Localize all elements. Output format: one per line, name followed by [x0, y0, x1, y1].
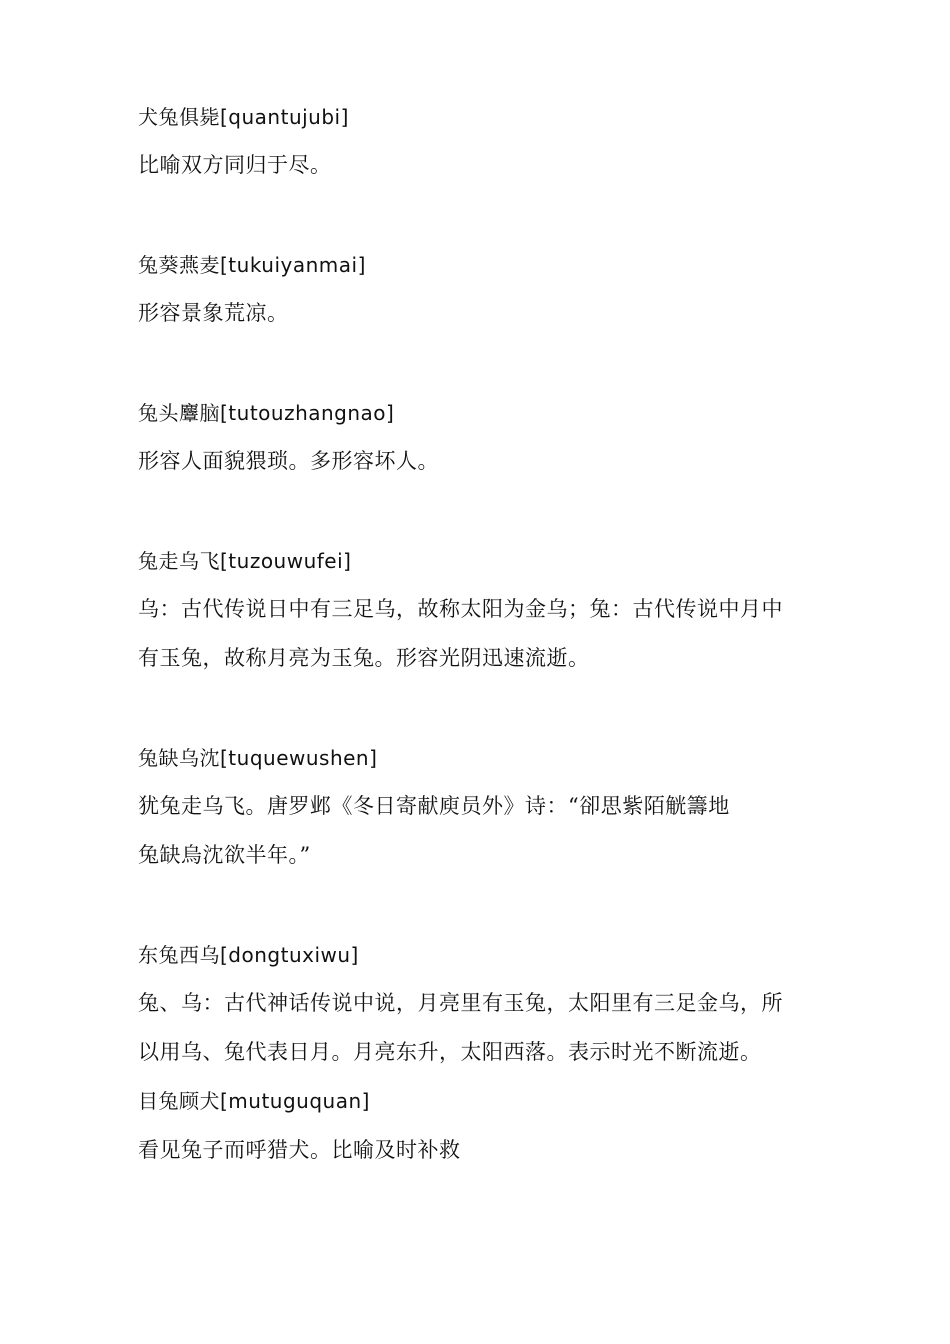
entry-definition: 看见兔子而呼猎犬。比喻及时补救 [138, 1138, 461, 1162]
entry-definition: 形容人面貌猥琐。多形容坏人。 [138, 449, 439, 473]
entry-term: 东兔西乌[dongtuxiwu] [138, 943, 359, 967]
entry-term: 兔缺乌沈[tuquewushen] [138, 746, 378, 770]
entry-definition: 兔、乌：古代神话传说中说，月亮里有玉兔，太阳里有三足金乌，所 [138, 991, 783, 1015]
entry-definition: 兔缺烏沈欲半年。” [138, 843, 311, 867]
entry-term: 犬兔俱毙[quantujubi] [138, 105, 349, 129]
entry-term: 目兔顾犬[mutuguquan] [138, 1089, 370, 1113]
entry-definition: 形容景象荒凉。 [138, 301, 289, 325]
entry-definition: 乌：古代传说日中有三足乌，故称太阳为金乌；兔：古代传说中月中 [138, 597, 783, 621]
entry-definition: 比喻双方同归于尽。 [138, 153, 332, 177]
entry-term: 兔头麞脑[tutouzhangnao] [138, 401, 395, 425]
entry-definition: 犹兔走乌飞。唐罗邺《冬日寄献庾员外》诗：“卻思紫陌觥籌地 [138, 794, 730, 818]
entry-term: 兔葵燕麦[tukuiyanmai] [138, 253, 366, 277]
entry-definition: 有玉兔，故称月亮为玉兔。形容光阴迅速流逝。 [138, 646, 590, 670]
entry-term: 兔走乌飞[tuzouwufei] [138, 549, 352, 573]
entry-definition: 以用乌、兔代表日月。月亮东升，太阳西落。表示时光不断流逝。 [138, 1040, 762, 1064]
